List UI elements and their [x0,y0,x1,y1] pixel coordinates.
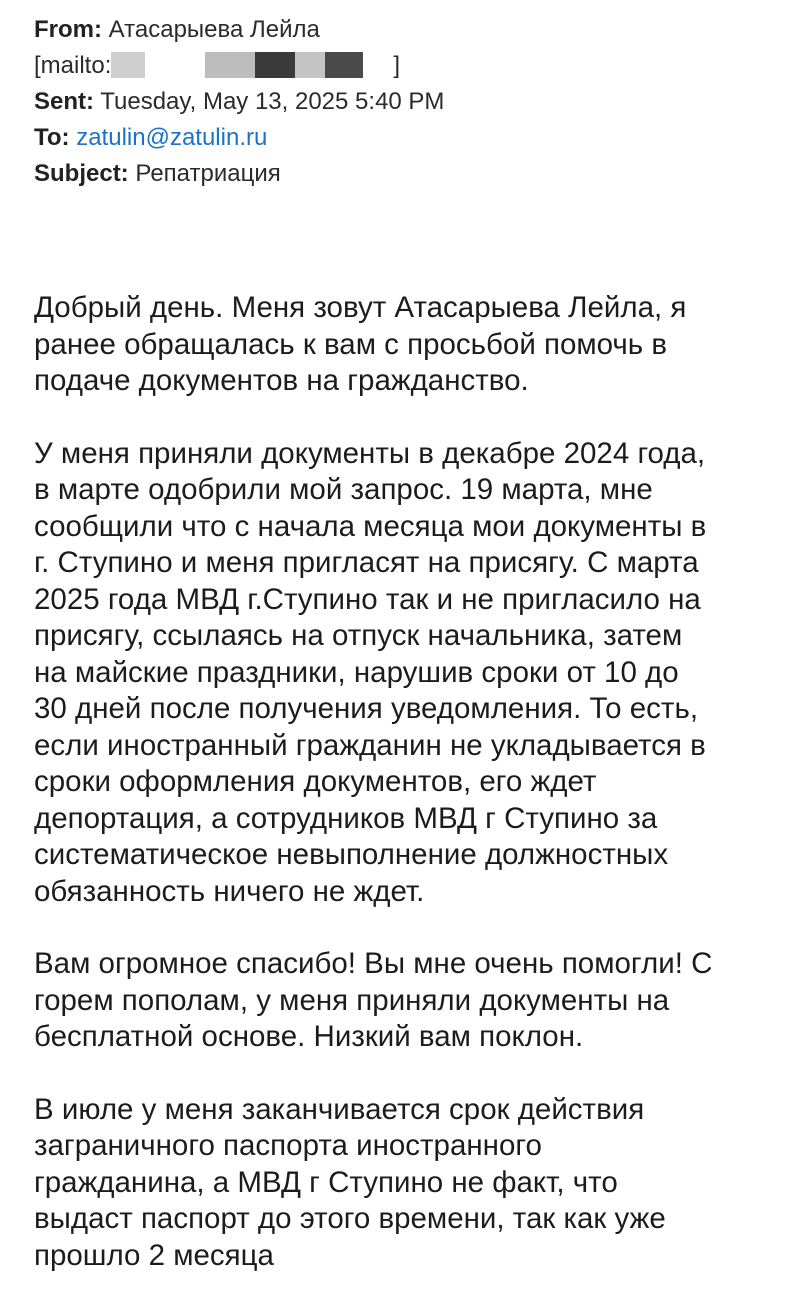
sent-line [34,84,774,120]
from-label: From: [34,16,102,43]
to-line [34,120,774,156]
body-paragraph-4: В июле у меня заканчивается срок действия заграничного паспорта иностранного гражданина, а МВД г Ступино не факт, что выдаст паспорт до этого времени, так как уже прошло 2 месяца [34,1092,666,1272]
mailto-open: [mailto: [34,52,112,79]
mailto-line [34,48,774,84]
to-email-link[interactable]: zatulin@zatulin.ru [76,124,268,151]
from-line [34,12,774,48]
to-label: To: [34,124,70,151]
subject-value: Репатриация [135,160,281,187]
mailto-close: ] [393,52,401,79]
sent-label: Sent: [34,88,94,115]
subject-label: Subject: [34,160,129,187]
subject-line [34,156,774,192]
from-value: Атасарыева Лейла [108,16,320,43]
body-paragraph-1: Добрый день. Меня зовут Атасарыева Лейла, я ранее обращалась к вам с просьбой помочь в подаче документов на гражданство. [34,291,687,397]
email-body [34,290,774,1310]
sent-value: Tuesday, May 13, 2025 5:40 PM [100,88,445,115]
body-paragraph-3: Вам огромное спасибо! Вы мне очень помогли! С горем пополам, у меня приняли документы на бесплатной основе. Низкий вам поклон. [34,947,713,1053]
email-header [34,12,774,192]
redacted-email [111,48,393,84]
body-paragraph-2: У меня приняли документы в декабре 2024 года, в марте одобрили мой запрос. 19 марта, мне сообщили что с начала месяца мои документы в г. Ступино и меня пригласят на присягу. С марта 2025 года МВД г.Ступино так и не пригласило на присягу, ссылаясь на отпуск начальника, затем на майские праздники, нарушив сроки от 10 до 30 дней после получения уведомления. То есть, если иностранный гражданин не укладывается в сроки оформления документов, его ждет депортация, а сотрудников МВД г Ступино за систематическое невыполнение должностных обязанность ничего не ждет. [34,436,707,908]
